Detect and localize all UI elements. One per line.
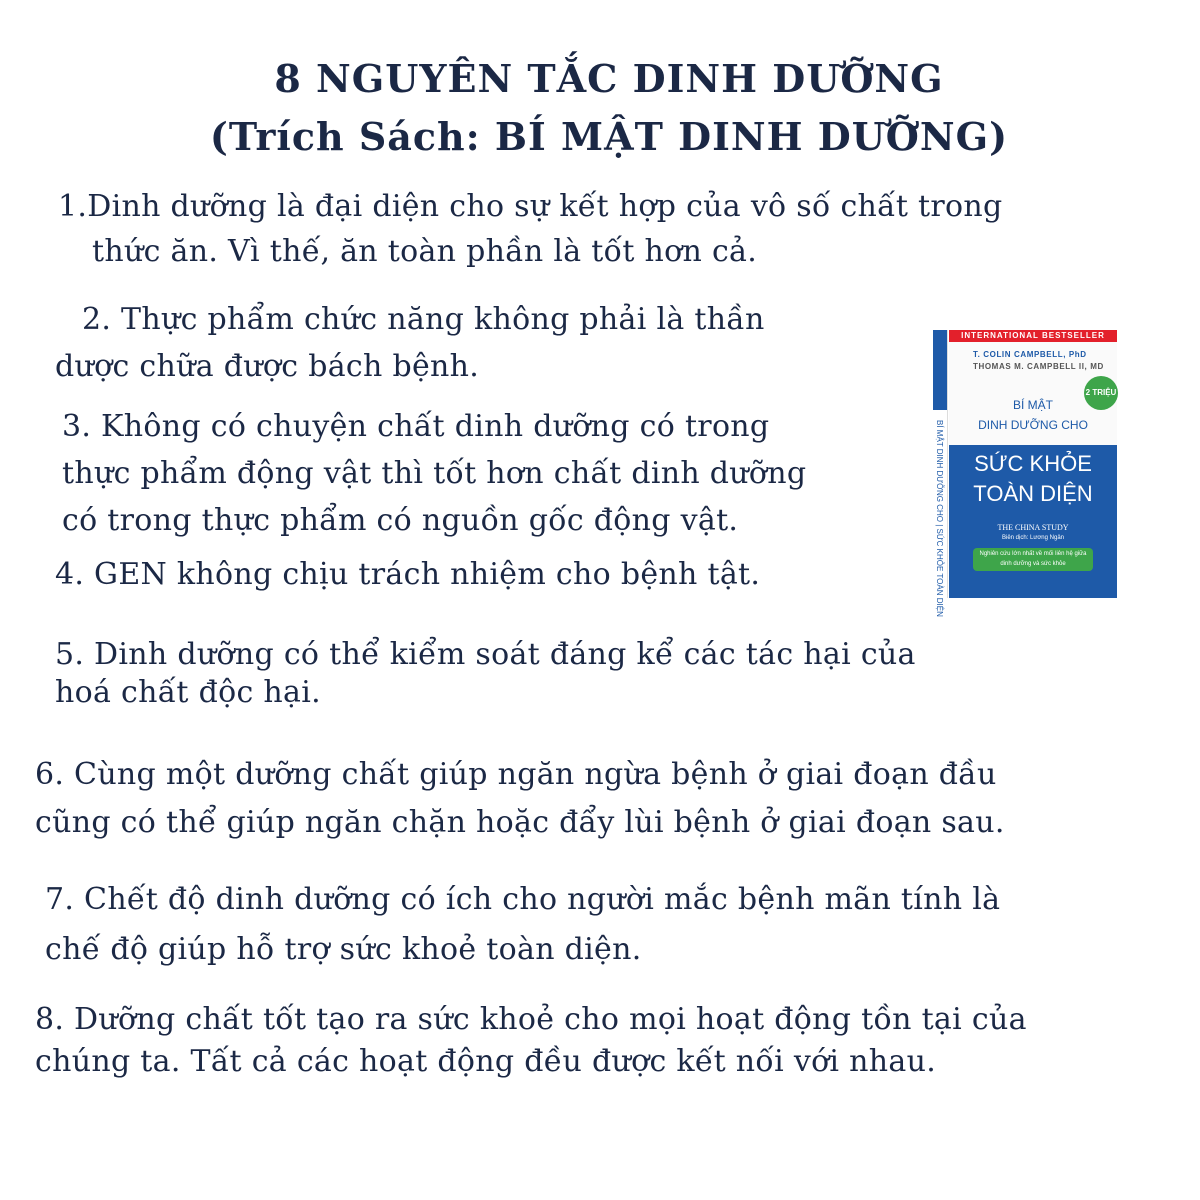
spine-title: BÍ MẬT DINH DƯỠNG CHO | SỨC KHỎE TOÀN DIỆN: [935, 420, 944, 617]
principle-8-line-1: 8. Dưỡng chất tốt tạo ra sức khoẻ cho mọi hoạt động tồn tại của: [35, 1002, 1027, 1037]
principle-7-line-2: chế độ giúp hỗ trợ sức khoẻ toàn diện.: [45, 932, 642, 967]
book-title-main-1: SỨC KHỎE: [974, 451, 1092, 476]
title-line-1: 8 NGUYÊN TẮC DINH DƯỠNG: [274, 56, 944, 101]
bestseller-banner: INTERNATIONAL BESTSELLER: [949, 330, 1117, 342]
title-line-2: (Trích Sách: BÍ MẬT DINH DƯỠNG): [209, 114, 1009, 159]
principle-1-line-1: 1.Dinh dưỡng là đại diện cho sự kết hợp của vô số chất trong: [58, 189, 1003, 224]
principle-6-line-1: 6. Cùng một dưỡng chất giúp ngăn ngừa bệnh ở giai đoạn đầu: [35, 757, 997, 792]
principle-2-line-2: dược chữa được bách bệnh.: [55, 349, 480, 384]
principle-8-line-2: chúng ta. Tất cả các hoạt động đều được kết nối với nhau.: [35, 1044, 937, 1079]
book-cover-image: [933, 330, 1117, 617]
principle-2-line-1: 2. Thực phẩm chức năng không phải là thần: [82, 302, 765, 337]
book-subtitle: THE CHINA STUDY: [997, 523, 1069, 532]
book-translator: Biên dịch: Lương Ngân: [1002, 535, 1064, 541]
principle-5-line-1: 5. Dinh dưỡng có thể kiểm soát đáng kể các tác hại của: [55, 637, 916, 672]
book-title-main-2: TOÀN DIỆN: [973, 481, 1093, 506]
principle-1-line-2: thức ăn. Vì thế, ăn toàn phần là tốt hơn cả.: [92, 234, 758, 269]
book-title-top-1: BÍ MẬT: [1012, 398, 1053, 412]
author-2: THOMAS M. CAMPBELL II, MD: [973, 362, 1104, 371]
principle-5-line-2: hoá chất độc hại.: [55, 675, 321, 710]
principle-6-line-2: cũng có thể giúp ngăn chặn hoặc đẩy lùi bệnh ở giai đoạn sau.: [35, 805, 1005, 840]
principle-4-line-1: 4. GEN không chịu trách nhiệm cho bệnh tật.: [55, 557, 761, 592]
book-front: [949, 330, 1117, 598]
book-tagline: Nghiên cứu lớn nhất về mối liên hệ giữa dinh dưỡng và sức khỏe: [973, 548, 1093, 571]
author-1: T. COLIN CAMPBELL, PhD: [973, 350, 1087, 359]
sales-badge: 2 TRIỆU: [1084, 376, 1118, 410]
book-spine: [933, 330, 948, 617]
principle-3-line-2: thực phẩm động vật thì tốt hơn chất dinh dưỡng: [62, 456, 807, 491]
principle-7-line-1: 7. Chết độ dinh dưỡng có ích cho người mắc bệnh mãn tính là: [45, 882, 1001, 917]
principle-3-line-1: 3. Không có chuyện chất dinh dưỡng có trong: [62, 409, 770, 444]
book-title-top-2: DINH DƯỠNG CHO: [978, 418, 1088, 432]
principle-3-line-3: có trong thực phẩm có nguồn gốc động vật.: [62, 503, 739, 538]
